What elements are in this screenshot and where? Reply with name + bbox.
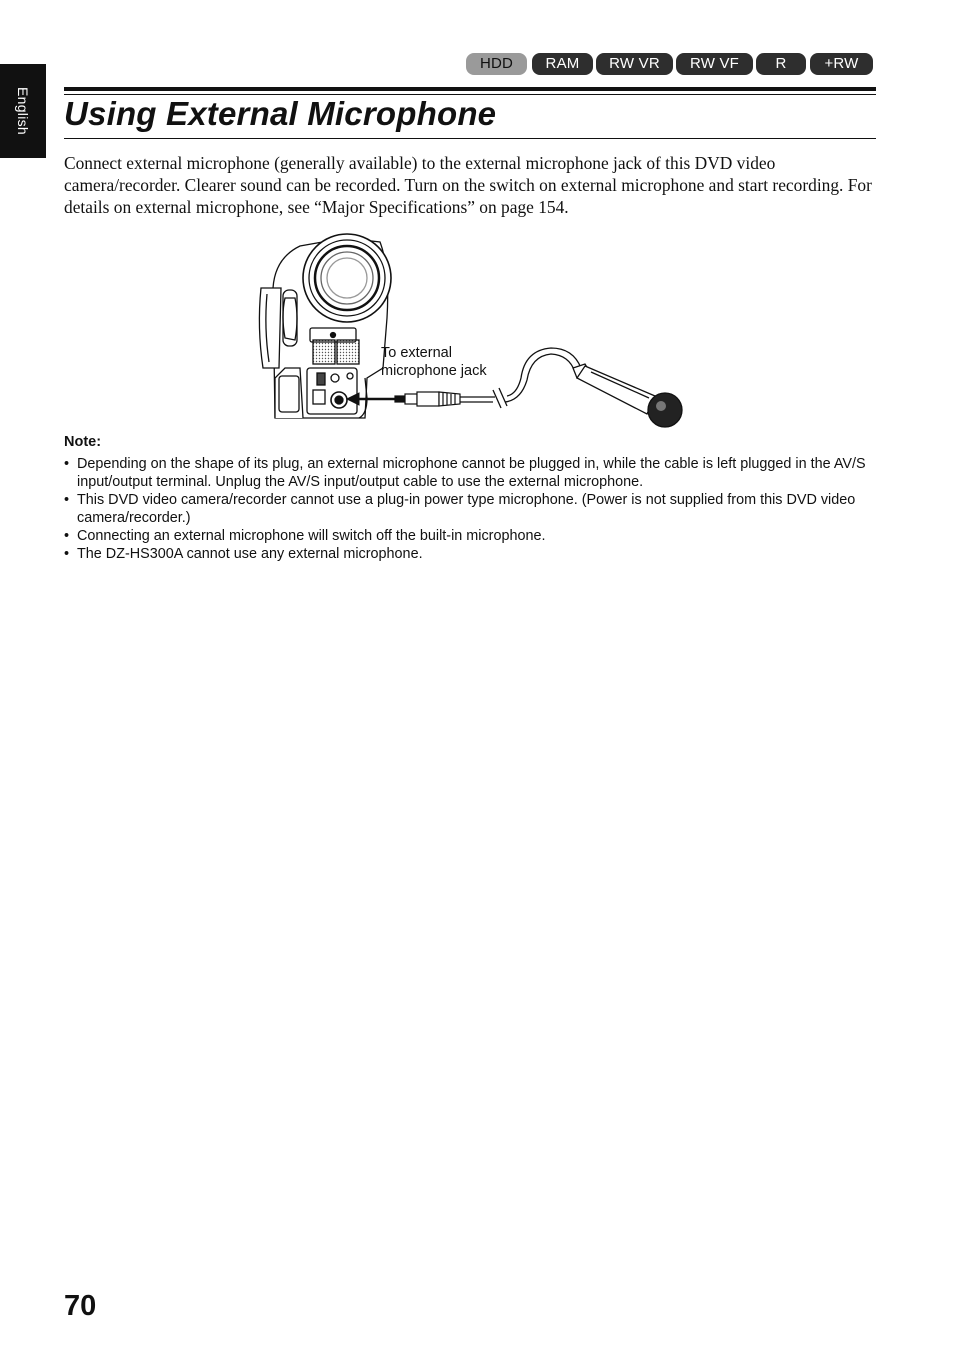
intro-paragraph: Connect external microphone (generally available) to the external microphone jack of this DVD video camera/recorder. Clearer sound can be recorded. Turn on the switch on external microphone and start recording. For details on external microphone, see “Major Specifications” on page 154.: [64, 153, 872, 217]
note-item: • The DZ-HS300A cannot use any external microphone.: [64, 545, 876, 563]
language-tab: [0, 64, 46, 158]
note-item: • This DVD video camera/recorder cannot use a plug-in power type microphone. (Power is not supplied from this DVD video camera/recorder.): [64, 491, 876, 527]
jack-callout-label: [381, 344, 487, 380]
disc-tab-r: R: [756, 53, 806, 75]
page-number: 70: [64, 1290, 97, 1322]
disc-tab-ram: RAM: [532, 53, 593, 75]
disc-tab-hdd: HDD: [466, 53, 527, 75]
disc-tab-rw-vr: RW VR: [596, 53, 673, 75]
note-list: [64, 455, 876, 563]
jack-callout-line2: microphone jack: [381, 363, 487, 379]
title-rule-thick: [64, 87, 876, 91]
note-item: • Depending on the shape of its plug, an external microphone cannot be plugged in, while the cable is left plugged in the AV/S input/output terminal. Unplug the AV/S input/output cable to use the external microphone.: [64, 455, 876, 491]
note-item: • Connecting an external microphone will switch off the built-in microphone.: [64, 527, 876, 545]
note-heading: Note:: [64, 434, 102, 450]
disc-tab-plus-rw: +RW: [810, 53, 873, 75]
title-underline: [64, 138, 876, 139]
language-tab-label: English: [15, 86, 31, 136]
page-title: Using External Microphone: [64, 95, 497, 132]
disc-tab-rw-vf: RW VF: [676, 53, 753, 75]
jack-callout-line1: To external: [381, 345, 452, 361]
camera-microphone-illustration: [255, 228, 695, 438]
